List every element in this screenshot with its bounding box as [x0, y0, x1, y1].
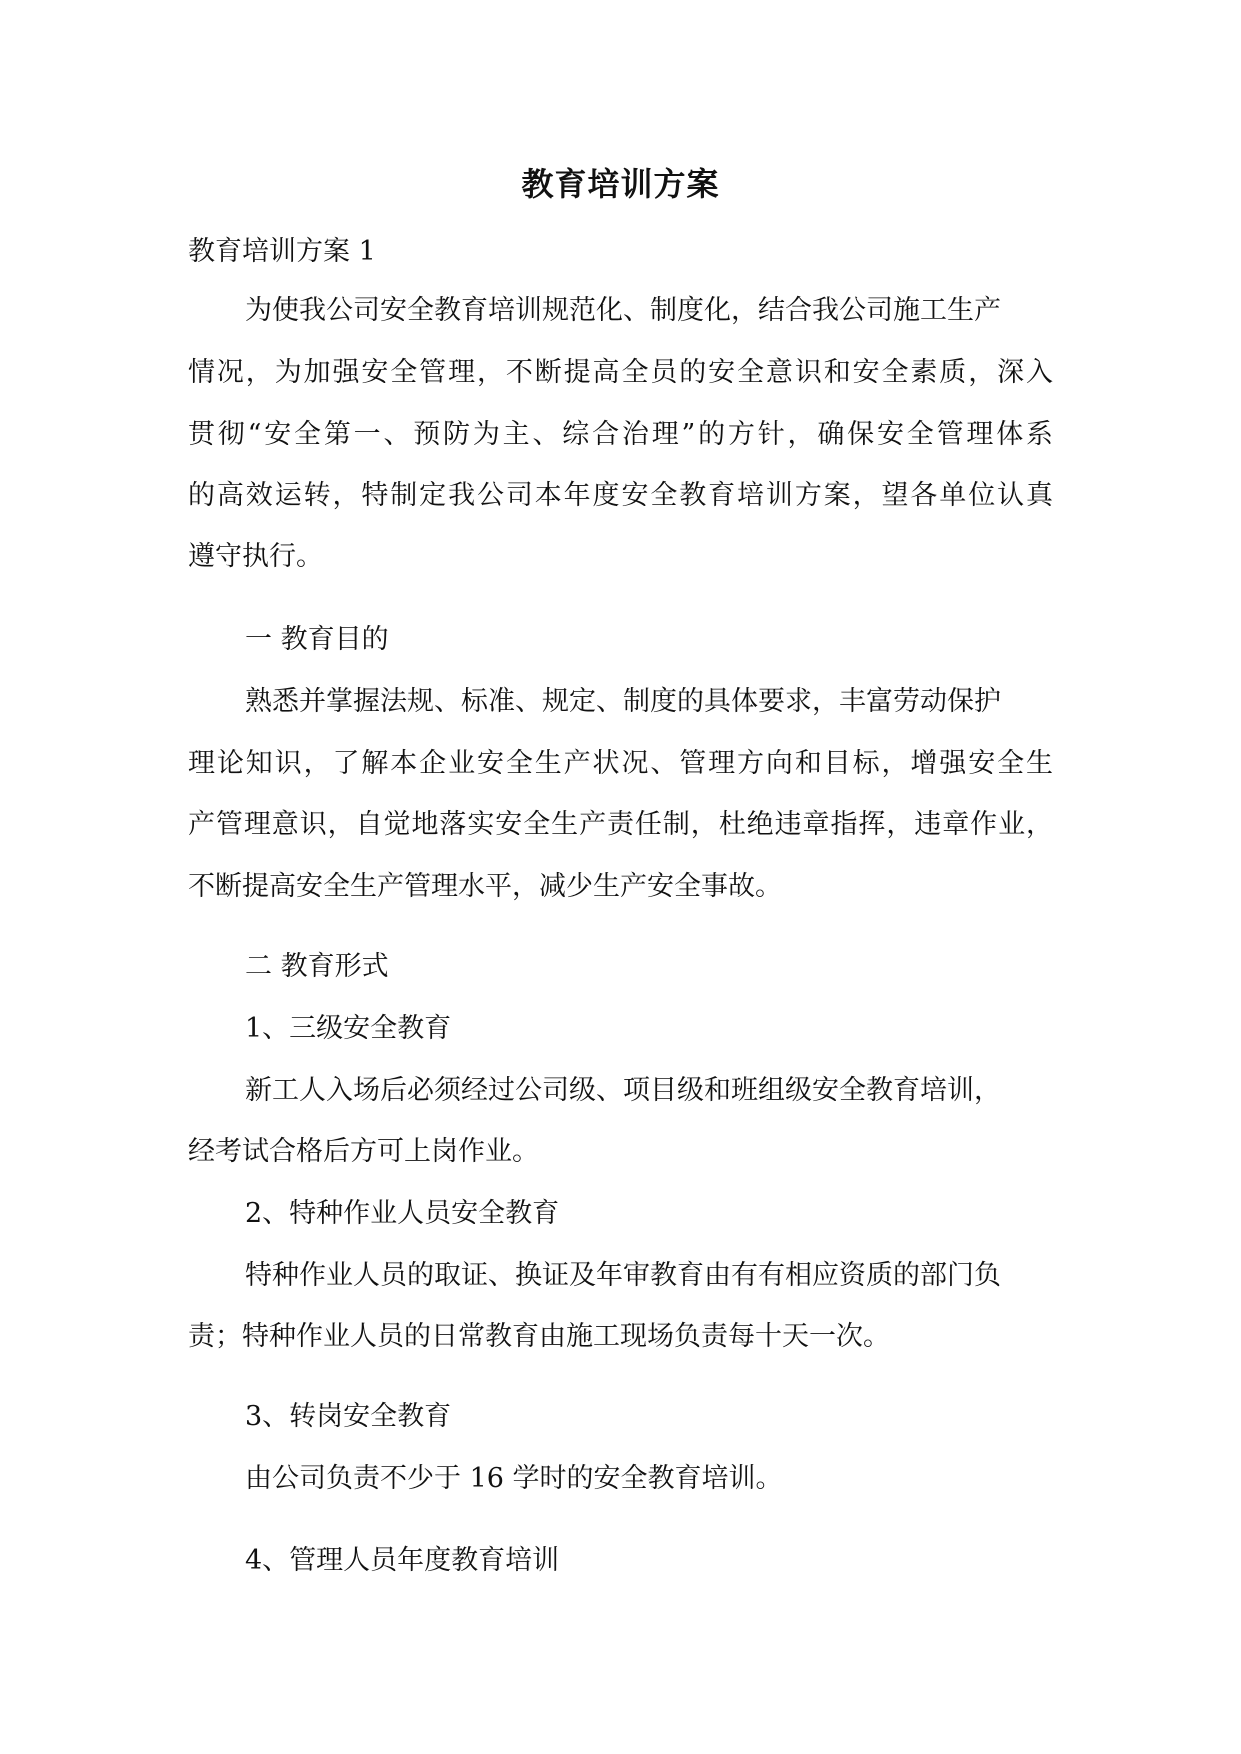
section2-heading: 二 教育形式	[245, 951, 389, 982]
item1-line-1: 新工人入场后必须经过公司级、项目级和班组级安全教育培训，	[245, 1075, 1001, 1106]
document-title: 教育培训方案	[521, 165, 720, 203]
item1-heading: 1、三级安全教育	[245, 1013, 452, 1044]
intro-line-2: 情况，为加强安全管理，不断提高全员的安全意识和安全素质，深入	[188, 357, 1053, 388]
item4-heading: 4、管理人员年度教育培训	[245, 1545, 560, 1576]
document-subtitle: 教育培训方案 1	[188, 236, 376, 267]
section1-line-3: 产管理意识，自觉地落实安全生产责任制，杜绝违章指挥，违章作业，	[188, 809, 1053, 840]
section1-line-4: 不断提高安全生产管理水平，减少生产安全事故。	[188, 871, 782, 902]
item3-line-1: 由公司负责不少于 16 学时的安全教育培训。	[245, 1463, 783, 1494]
item2-heading: 2、特种作业人员安全教育	[245, 1198, 560, 1229]
item2-line-1: 特种作业人员的取证、换证及年审教育由有有相应资质的部门负	[245, 1260, 1001, 1291]
section1-heading: 一 教育目的	[245, 624, 389, 655]
intro-line-4: 的高效运转，特制定我公司本年度安全教育培训方案，望各单位认真	[188, 480, 1053, 511]
intro-line-5: 遵守执行。	[188, 541, 323, 572]
item3-heading: 3、转岗安全教育	[245, 1401, 452, 1432]
item1-line-2: 经考试合格后方可上岗作业。	[188, 1136, 539, 1167]
intro-line-1: 为使我公司安全教育培训规范化、制度化，结合我公司施工生产	[245, 295, 1001, 326]
intro-line-3: 贯彻“安全第一、预防为主、综合治理”的方针，确保安全管理体系	[188, 419, 1053, 450]
item2-line-2: 责；特种作业人员的日常教育由施工现场负责每十天一次。	[188, 1321, 890, 1352]
section1-line-1: 熟悉并掌握法规、标准、规定、制度的具体要求，丰富劳动保护	[245, 686, 1001, 717]
section1-line-2: 理论知识，了解本企业安全生产状况、管理方向和目标，增强安全生	[188, 748, 1053, 779]
